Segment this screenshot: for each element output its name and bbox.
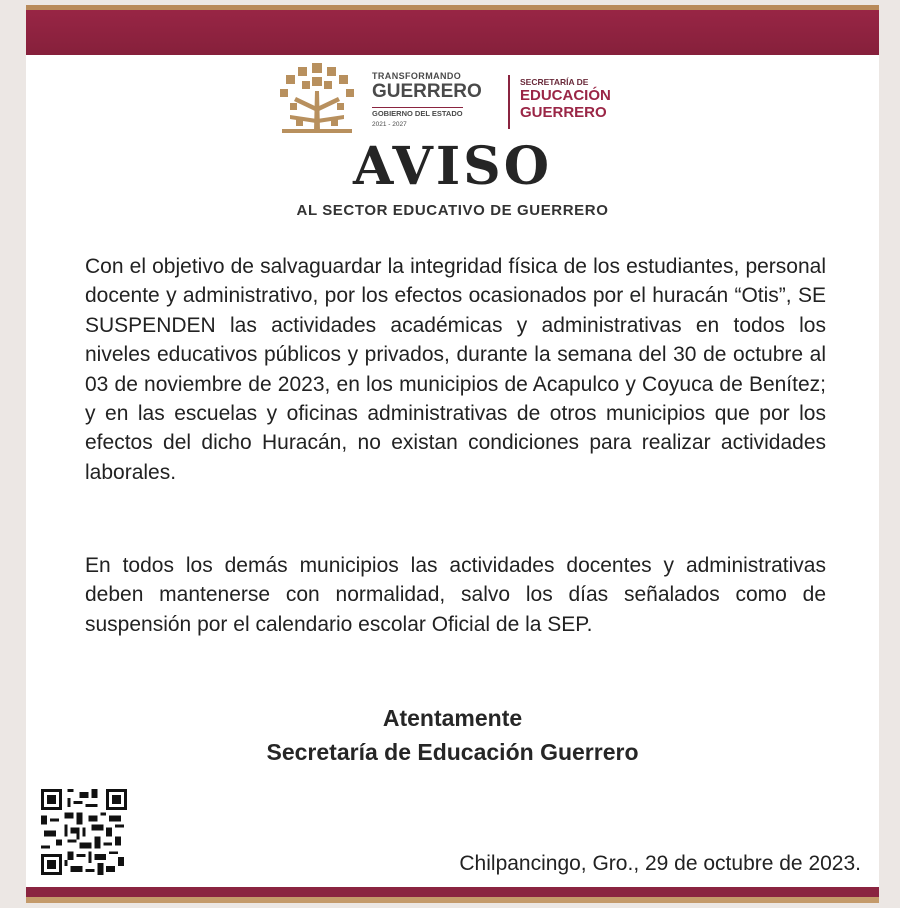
signatory: Secretaría de Educación Guerrero	[266, 739, 639, 765]
notice-page	[26, 5, 879, 903]
place-and-date: Chilpancingo, Gro., 29 de octubre de 2023.	[459, 852, 861, 875]
notice-subtitle: AL SECTOR EDUCATIVO DE GUERRERO	[296, 202, 609, 219]
bottom-band	[26, 887, 879, 903]
notice-paragraph-2: En todos los demás municipios las actividades docentes y administrativas deben mantenerse con normalidad, salvo los días señalados como de suspensión por el calendario escolar Oficial de la SEP.	[85, 554, 826, 636]
tree-emblem-icon	[276, 61, 358, 139]
sec-tagline: SECRETARÍA DE	[520, 77, 589, 87]
gov-subtitle: GOBIERNO DEL ESTADO	[372, 109, 463, 118]
qr-code-icon	[41, 789, 127, 875]
gov-tagline: TRANSFORMANDO	[372, 71, 462, 81]
gov-state-name: GUERRERO	[372, 81, 482, 102]
logo-divider	[508, 75, 510, 129]
notice-title: AVISO	[352, 136, 553, 197]
state-government-logo	[372, 71, 502, 128]
gov-years: 2021 - 2027	[372, 121, 407, 128]
top-band	[26, 5, 879, 55]
closing-text: Atentamente	[382, 705, 523, 731]
header-logos	[276, 61, 636, 141]
education-secretariat-logo	[520, 77, 650, 121]
sec-name-1: EDUCACIÓN	[520, 87, 611, 104]
notice-paragraph-1: Con el objetivo de salvaguardar la integridad física de los estudiantes, personal docente y administrativo, por los efectos ocasionados por el huracán “Otis”, SE SUSPENDEN las actividades académicas y administrativas en todos los niveles educativos públicos y privados, durante la semana del 30 de octubre al 03 de noviembre de 2023, en los municipios de Acapulco y Coyuca de Benítez; y en las escuelas y oficinas administrativas de otros municipios que por los efectos del dicho Huracán, no existan condiciones para realizar actividades laborales.	[85, 255, 826, 484]
sec-name-2: GUERRERO	[520, 104, 607, 121]
